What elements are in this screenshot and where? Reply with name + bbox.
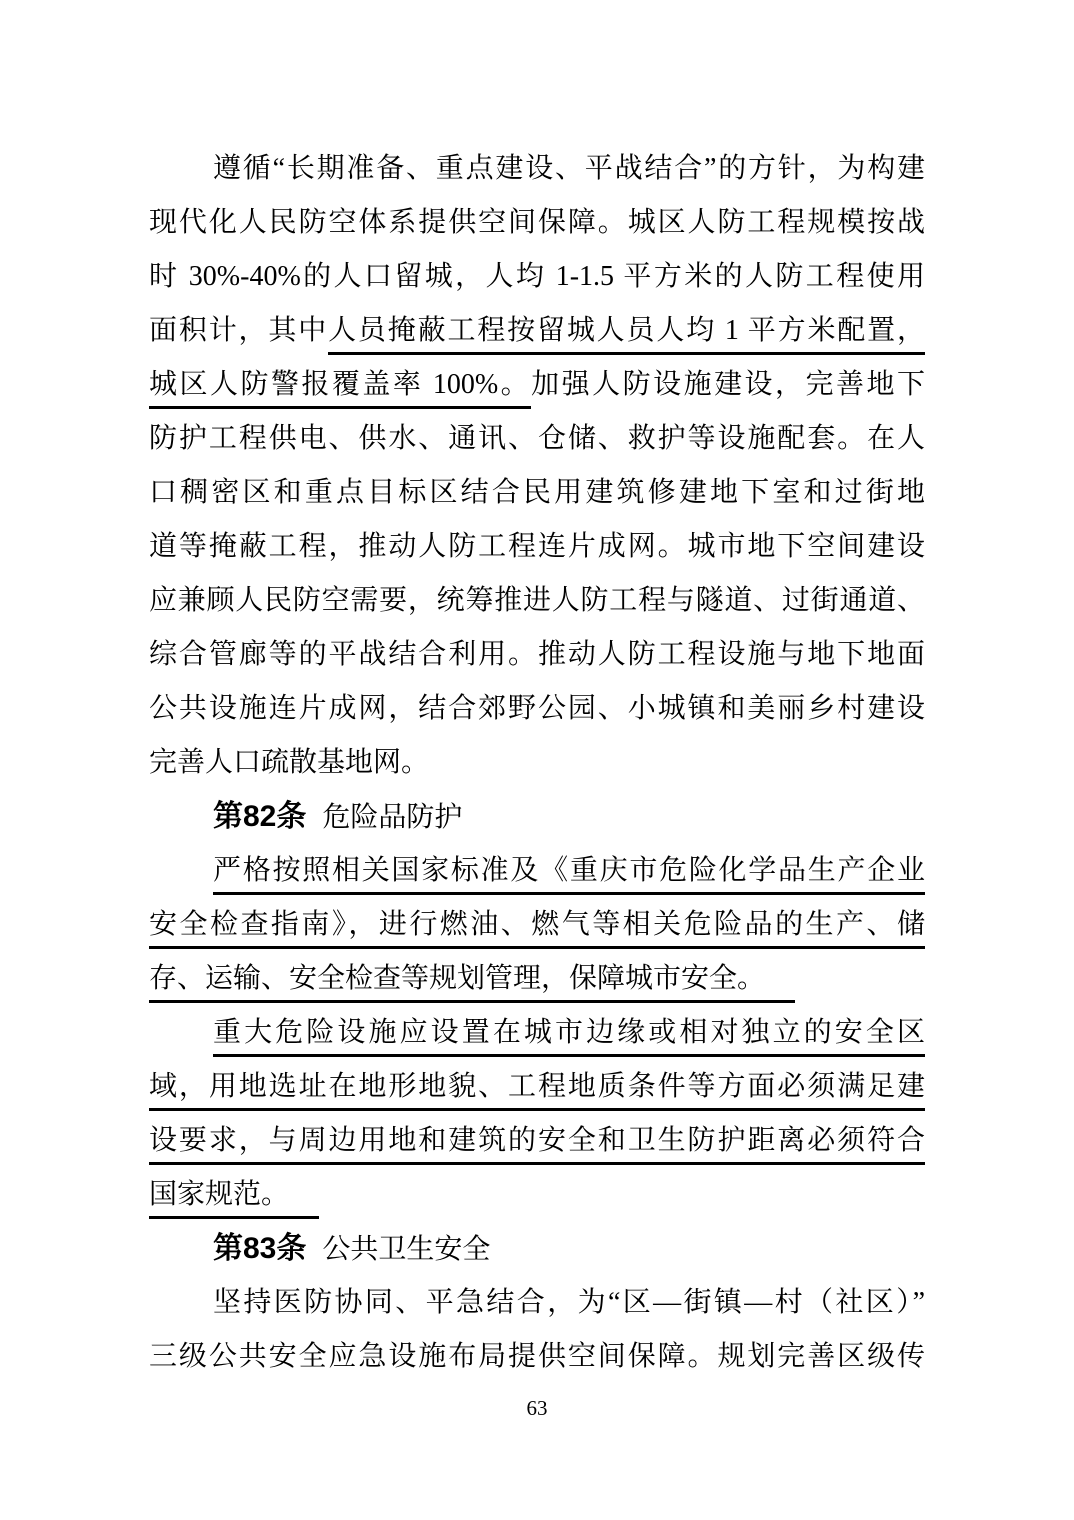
para-4-line-1 bbox=[149, 1276, 925, 1330]
para-1-line-9 bbox=[149, 574, 925, 628]
body-text: 时 30%-40%的人口留城，人均 1-1.5 平方米的人防工程使用 bbox=[149, 261, 925, 292]
para-1-line-11 bbox=[149, 682, 925, 736]
body-text: 口稠密区和重点目标区结合民用建筑修建地下室和过街地 bbox=[149, 477, 925, 508]
para-4-line-2 bbox=[149, 1330, 925, 1384]
underlined-text: 安全检查指南》，进行燃油、燃气等相关危险品的生产、储 bbox=[149, 909, 925, 949]
para-1-line-6 bbox=[149, 412, 925, 466]
body-text: 综合管廊等的平战结合利用。推动人防工程设施与地下地面 bbox=[149, 639, 925, 670]
article-83-heading bbox=[149, 1222, 925, 1276]
para-1-line-2 bbox=[149, 196, 925, 250]
article-title: 危险品防护 bbox=[322, 802, 463, 833]
underlined-text: 设要求，与周边用地和建筑的安全和卫生防护距离必须符合 bbox=[149, 1125, 925, 1165]
para-3-line-3 bbox=[149, 1114, 925, 1168]
body-text: 道等掩蔽工程，推动人防工程连片成网。城市地下空间建设 bbox=[149, 531, 925, 562]
para-3-line-4 bbox=[149, 1168, 925, 1222]
underlined-text: 国家规范。 bbox=[149, 1179, 319, 1219]
underlined-text: 重大危险设施应设置在城市边缘或相对独立的安全区 bbox=[213, 1017, 925, 1057]
para-1-line-12 bbox=[149, 736, 925, 790]
text-block bbox=[149, 142, 925, 1384]
body-text: 完善人口疏散基地网。 bbox=[149, 747, 430, 778]
body-text: 三级公共安全应急设施布局提供空间保障。规划完善区级传 bbox=[149, 1341, 925, 1372]
page-number: 63 bbox=[526, 1396, 548, 1420]
underlined-text: 城区人防警报覆盖率 100%。 bbox=[149, 369, 531, 409]
underlined-text: 严格按照相关国家标准及《重庆市危险化学品生产企业 bbox=[213, 855, 925, 895]
para-2-line-3 bbox=[149, 952, 925, 1006]
body-text: 面积计，其中 bbox=[149, 315, 329, 346]
para-1-line-7 bbox=[149, 466, 925, 520]
para-2-line-1 bbox=[149, 844, 925, 898]
para-2-line-2 bbox=[149, 898, 925, 952]
underlined-text: 域，用地选址在地形地貌、工程地质条件等方面必须满足建 bbox=[149, 1071, 925, 1111]
article-82-heading bbox=[149, 790, 925, 844]
body-text: 现代化人民防空体系提供空间保障。城区人防工程规模按战 bbox=[149, 207, 925, 238]
para-1-line-8 bbox=[149, 520, 925, 574]
para-3-line-1 bbox=[149, 1006, 925, 1060]
para-1-line-1 bbox=[149, 142, 925, 196]
underlined-text: 人员掩蔽工程按留城人员人均 1 平方米配置， bbox=[328, 315, 925, 355]
body-text: 应兼顾人民防空需要，统筹推进人防工程与隧道、过街通道、 bbox=[149, 585, 925, 616]
para-1-line-4 bbox=[149, 304, 925, 358]
article-number: 第83条 bbox=[213, 1232, 307, 1265]
body-text: 公共设施连片成网，结合郊野公园、小城镇和美丽乡村建设 bbox=[149, 693, 925, 724]
body-text: 遵循“长期准备、重点建设、平战结合”的方针，为构建 bbox=[213, 153, 925, 184]
article-title: 公共卫生安全 bbox=[322, 1234, 491, 1265]
underlined-text: 存、运输、安全检查等规划管理，保障城市安全。 bbox=[149, 963, 795, 1003]
body-text: 加强人防设施建设，完善地下 bbox=[531, 369, 925, 400]
para-1-line-3 bbox=[149, 250, 925, 304]
body-text: 防护工程供电、供水、通讯、仓储、救护等设施配套。在人 bbox=[149, 423, 925, 454]
article-number: 第82条 bbox=[213, 800, 307, 833]
body-text: 坚持医防协同、平急结合，为“区—街镇—村（社区）” bbox=[213, 1287, 925, 1318]
para-3-line-2 bbox=[149, 1060, 925, 1114]
para-1-line-5 bbox=[149, 358, 925, 412]
para-1-line-10 bbox=[149, 628, 925, 682]
